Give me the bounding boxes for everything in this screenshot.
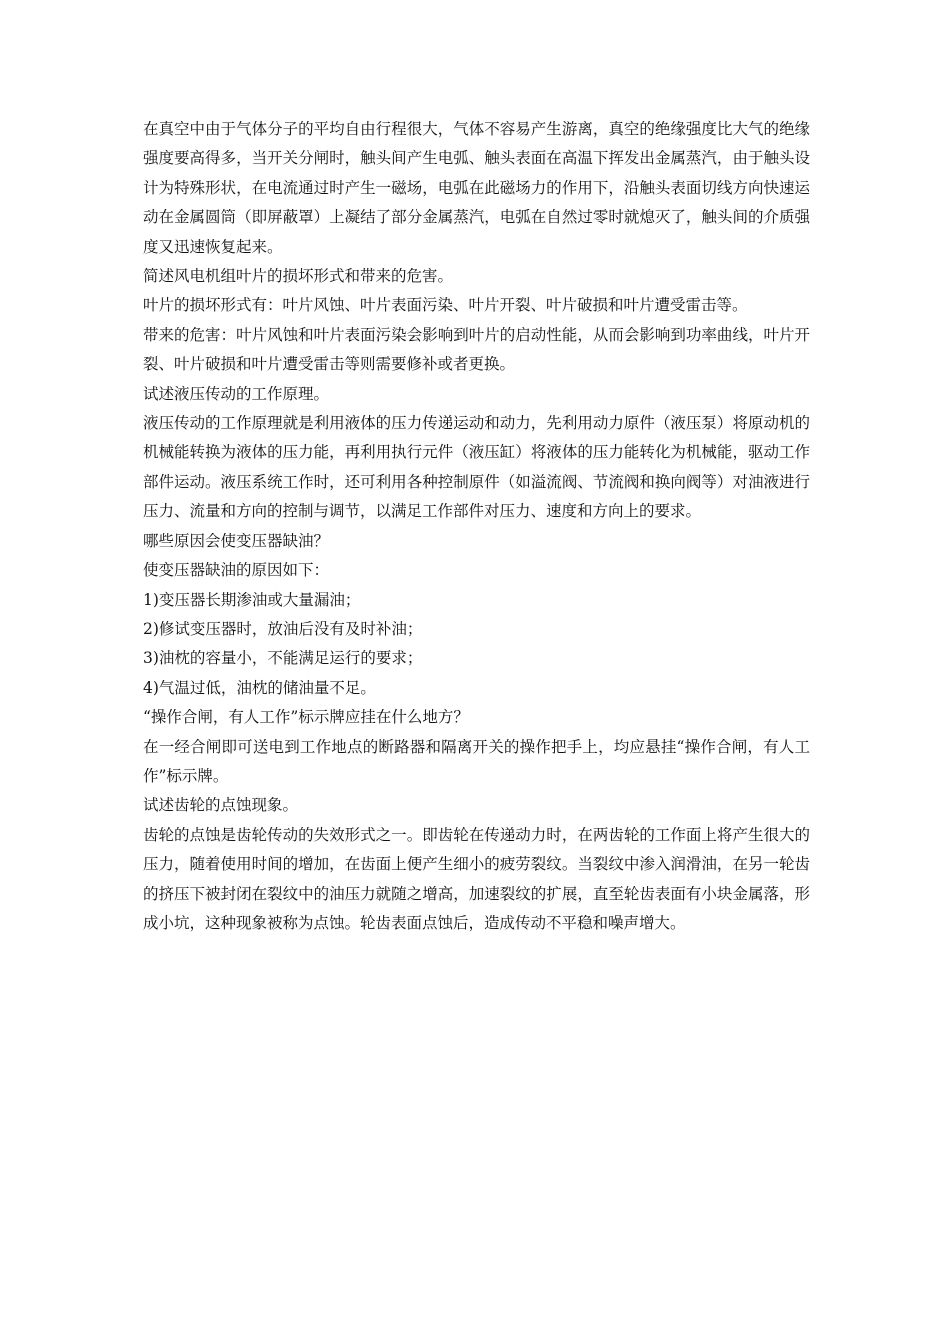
question-blade-damage: 简述风电机组叶片的损坏形式和带来的危害。 bbox=[143, 267, 454, 286]
document-body bbox=[143, 115, 810, 938]
question-sign-placement: “操作合闸，有人工作”标示牌应挂在什么地方？ bbox=[143, 708, 469, 727]
list-item: 4)气温过低，油枕的储油量不足。 bbox=[143, 678, 376, 697]
list-item: 3)油枕的容量小，不能满足运行的要求； bbox=[143, 649, 423, 668]
answer-blade-damage-forms: 叶片的损坏形式有：叶片风蚀、叶片表面污染、叶片开裂、叶片破损和叶片遭受雷击等。 bbox=[143, 296, 748, 315]
answer-transformer-oil-intro: 使变压器缺油的原因如下： bbox=[143, 561, 330, 580]
answer-hydraulic-principle: 液压传动的工作原理就是利用液体的压力传递运动和动力，先利用动力原件（液压泵）将原动机的机械能转换为液体的压力能，再利用执行元件（液压缸）将液体的压力能转化为机械能，驱动工作部件运动。液压系统工作时，还可利用各种控制原件（如溢流阀、节流阀和换向阀等）对油液进行压力、流量和方向的控制与调节，以满足工作部件对压力、速度和方向上的要求。 bbox=[143, 414, 810, 521]
question-hydraulic-principle: 试述液压传动的工作原理。 bbox=[143, 384, 330, 403]
answer-sign-placement: 在一经合闸即可送电到工作地点的断路器和隔离开关的操作把手上，均应悬挂“操作合闸，有人工作”标示牌。 bbox=[143, 737, 810, 785]
answer-blade-damage-harm: 带来的危害：叶片风蚀和叶片表面污染会影响到叶片的启动性能，从而会影响到功率曲线，叶片开裂、叶片破损和叶片遭受雷击等则需要修补或者更换。 bbox=[143, 325, 810, 374]
question-gear-pitting: 试述齿轮的点蚀现象。 bbox=[143, 796, 299, 815]
list-item: 2)修试变压器时，放油后没有及时补油； bbox=[143, 619, 423, 638]
paragraph-vacuum-insulation: 在真空中由于气体分子的平均自由行程很大，气体不容易产生游离，真空的绝缘强度比大气的绝缘强度要高得多，当开关分闸时，触头间产生电弧、触头表面在高温下挥发出金属蒸汽，由于触头设计为特殊形状，在电流通过时产生一磁场，电弧在此磁场力的作用下，沿触头表面切线方向快速运动在金属圆筒（即屏蔽罩）上凝结了部分金属蒸汽，电弧在自然过零时就熄灭了，触头间的介质强度又迅速恢复起来。 bbox=[143, 120, 810, 256]
answer-gear-pitting: 齿轮的点蚀是齿轮传动的失效形式之一。即齿轮在传递动力时，在两齿轮的工作面上将产生很大的压力，随着使用时间的增加，在齿面上便产生细小的疲劳裂纹。当裂纹中渗入润滑油，在另一轮齿的挤压下被封闭在裂纹中的油压力就随之增高，加速裂纹的扩展，直至轮齿表面有小块金属落，形成小坑，这种现象被称为点蚀。轮齿表面点蚀后，造成传动不平稳和噪声增大。 bbox=[143, 825, 810, 932]
list-item: 1)变压器长期渗油或大量漏油； bbox=[143, 590, 361, 609]
question-transformer-oil: 哪些原因会使变压器缺油？ bbox=[143, 531, 330, 550]
